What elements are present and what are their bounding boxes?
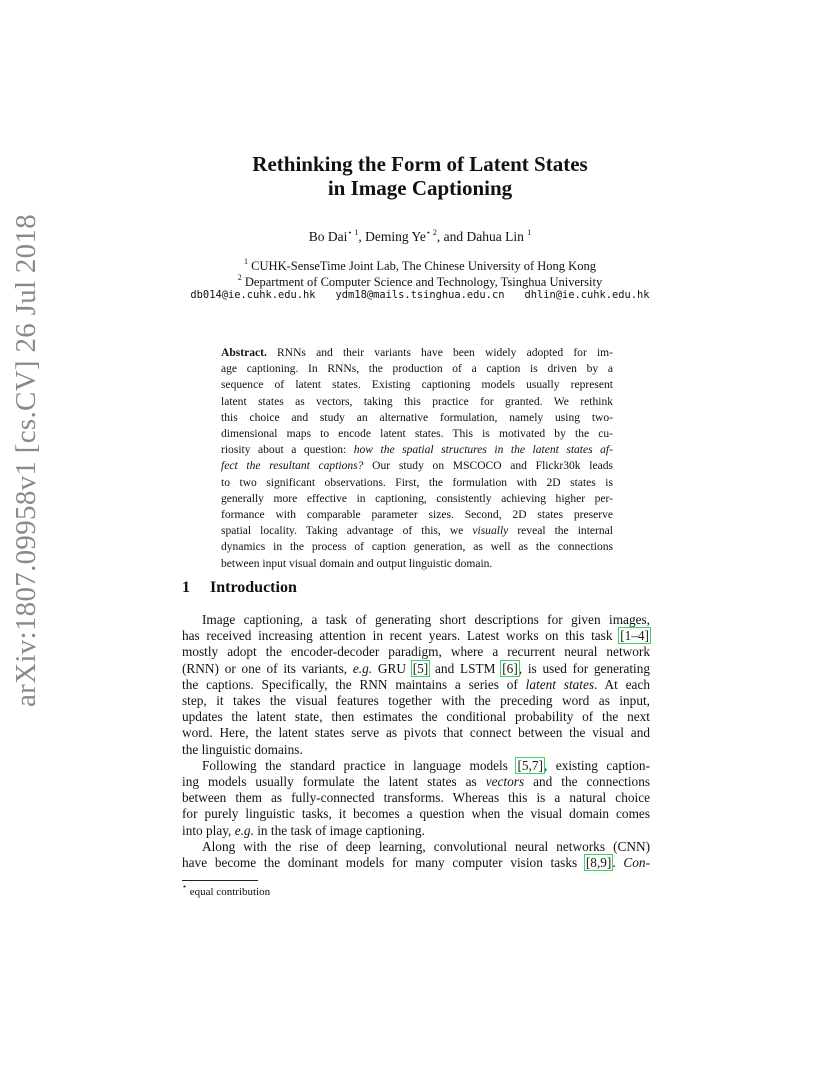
section-title: Introduction — [210, 579, 297, 596]
abstract-line: age captioning. In RNNs, the production of a caption is driven by a — [221, 363, 613, 376]
abstract-line: Abstract. RNNs and their variants have been widely adopted for im- — [221, 347, 613, 359]
citation-link[interactable]: [5] — [412, 660, 429, 676]
affiliation-marker: 1 — [244, 257, 249, 266]
abstract-line: fect the resultant captions? Our study on MSCOCO and Flickr30k leads — [221, 460, 614, 473]
abstract-line: dimensional maps to encode latent states. This is motivated by the cu- — [221, 428, 613, 441]
footnote — [182, 882, 271, 898]
abstract-line: to two significant observations. First, the formulation with 2D states is — [221, 476, 613, 489]
affiliation-list — [150, 258, 690, 290]
affiliation-item — [150, 274, 690, 290]
affiliation-marker: 2 — [237, 273, 242, 282]
abstract-line: riosity about a question: how the spatial structures in the latent states af- — [221, 444, 613, 457]
abstract — [221, 345, 613, 572]
body-line: Image captioning, a task of generating short descriptions for given images, — [202, 612, 650, 627]
body-line: mostly adopt the encoder-decoder paradigm, where a recurrent neural network — [182, 644, 650, 660]
abstract-line: generally more effective in captioning, consistently achieving higher per- — [221, 492, 613, 505]
section-number: 1 — [182, 579, 190, 596]
body-line: ing models usually formulate the latent states as vectors and the connections — [182, 774, 651, 790]
citation-link[interactable]: [8,9] — [585, 855, 612, 871]
abstract-emphasis: visually — [472, 525, 509, 538]
email-list — [150, 289, 690, 301]
abstract-label: Abstract. — [221, 347, 267, 359]
abstract-line: formance with comparable parameter sizes. Second, 2D states preserve — [221, 509, 613, 522]
body-line: between them as fully-connected transforms. Whereas this is a natural choice — [182, 790, 650, 806]
affiliation-text: Department of Computer Science and Technology, Tsinghua University — [244, 275, 603, 289]
arxiv-identifier-stamp: arXiv:1807.09958v1 [cs.CV] 26 Jul 2018 — [10, 213, 42, 707]
paper-title — [150, 152, 690, 200]
author-name: and Dahua Lin — [443, 229, 524, 244]
section-heading-introduction — [182, 579, 297, 597]
author-list — [150, 229, 690, 245]
body-line: into play, e.g. in the task of image captioning. — [182, 822, 425, 838]
abstract-line: latent states as vectors, taking this practice for granted. We rethink — [221, 395, 613, 408]
footnote-marker: ⋆ — [182, 882, 188, 891]
body-line: have become the dominant models for many computer vision tasks [8,9]. Con- — [182, 855, 650, 871]
author-separator: , — [436, 229, 444, 244]
abstract-line: sequence of latent states. Existing captioning models usually represent — [221, 379, 613, 392]
abstract-line: this choice and study an alternative formulation, namely using two- — [221, 411, 613, 424]
affiliation-text: CUHK-SenseTime Joint Lab, The Chinese University of Hong Kong — [251, 259, 596, 273]
author-marker: 1 — [527, 228, 532, 237]
email-address: ydm18@mails.tsinghua.edu.cn — [335, 289, 505, 301]
author-name: Bo Dai — [308, 229, 348, 244]
body-line: word. Here, the latent states serve as pivots that connect between the visual and — [182, 725, 650, 741]
author-separator: , — [358, 229, 366, 244]
title-line-2: in Image Captioning — [327, 176, 513, 200]
abstract-emphasis: how the spatial structures in the latent states af- — [353, 444, 613, 457]
footnote-divider — [182, 880, 258, 881]
email-address: db014@ie.cuhk.edu.hk — [190, 289, 316, 301]
author-marker: ⋆ 1 — [347, 228, 359, 237]
body-line: Following the standard practice in language models [5,7], existing caption- — [202, 757, 650, 773]
body-line: the linguistic domains. — [182, 741, 303, 757]
abstract-emphasis: fect the resultant captions? — [221, 460, 364, 473]
introduction-body — [182, 612, 650, 871]
abstract-line: spatial locality. Taking advantage of this, we visually reveal the internal — [221, 525, 613, 538]
body-line: updates the latent state, then estimates the conditional probability of the next — [182, 709, 650, 725]
abstract-line: dynamics in the process of caption generation, as well as the connections — [221, 541, 613, 554]
body-line: for purely linguistic tasks, it becomes a question when the visual domain comes — [182, 806, 650, 822]
email-address: dhlin@ie.cuhk.edu.hk — [524, 289, 650, 301]
title-line-1: Rethinking the Form of Latent States — [252, 152, 588, 176]
body-line: (RNN) or one of its variants, e.g. GRU [5] and LSTM [6], is used for generating — [182, 660, 651, 676]
citation-link[interactable]: [6] — [502, 660, 518, 676]
author-name: Deming Ye — [365, 229, 426, 244]
abstract-line: between input visual domain and output linguistic domain. — [221, 557, 493, 570]
body-line: step, it takes the visual features together with the preceding word as input, — [182, 693, 650, 709]
footnote-text: equal contribution — [189, 886, 271, 898]
author-marker: ⋆ 2 — [425, 228, 437, 237]
affiliation-item — [150, 258, 690, 274]
body-line: Along with the rise of deep learning, convolutional neural networks (CNN) — [202, 838, 650, 854]
body-line: has received increasing attention in recent years. Latest works on this task [1–4] — [182, 628, 649, 644]
citation-link[interactable]: [1–4] — [620, 628, 649, 644]
citation-link[interactable]: [5,7] — [517, 757, 543, 773]
body-line: the captions. Specifically, the RNN maintains a series of latent states. At each — [182, 676, 651, 692]
